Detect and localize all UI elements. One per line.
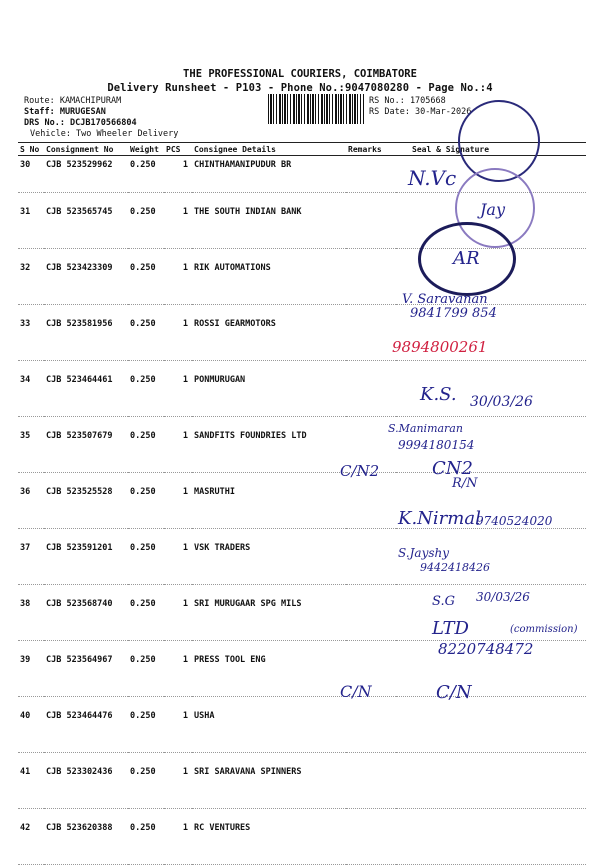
row-consignment: CJB 523581956 [44, 305, 128, 361]
row-weight: 0.250 [128, 529, 164, 585]
row-weight: 0.250 [128, 585, 164, 641]
row-sno: 39 [18, 641, 44, 697]
row-pcs: 1 [164, 809, 192, 865]
row-weight: 0.250 [128, 417, 164, 473]
row-consignee: RC VENTURES [192, 809, 346, 865]
phone-row-34: 9894800261 [392, 338, 488, 356]
row-consignee: SRI SARAVANA SPINNERS [192, 753, 346, 809]
row-pcs: 1 [164, 249, 192, 305]
row-consignee: ROSSI GEARMOTORS [192, 305, 346, 361]
phone-row-38: 9740524020 [476, 514, 553, 528]
row-consignment: CJB 523423309 [44, 249, 128, 305]
signature-row-31: Jay [480, 200, 505, 219]
signature-row-42: C/N [436, 682, 472, 703]
row-consignment: CJB 523525528 [44, 473, 128, 529]
vehicle-label: Vehicle: Two Wheeler Delivery [30, 129, 179, 139]
row-sno: 32 [18, 249, 44, 305]
company-title: THE PROFESSIONAL COURIERS, COIMBATORE [183, 68, 417, 80]
row-pcs: 1 [164, 193, 192, 249]
row-weight: 0.250 [128, 809, 164, 865]
signature-row-41: LTD [432, 618, 469, 639]
signature-row-36: S.Manimaran [388, 422, 463, 435]
row-sno: 30 [18, 156, 44, 193]
row-sno: 35 [18, 417, 44, 473]
staff-label: Staff: MURUGESAN [24, 107, 106, 117]
row-pcs: 1 [164, 585, 192, 641]
col-consignee: Consignee Details [192, 143, 346, 156]
row-consignee: CHINTHAMANIPUDUR BR [192, 156, 346, 193]
row-sno: 31 [18, 193, 44, 249]
row-consignment: CJB 523529962 [44, 156, 128, 193]
signature2-row-37: R/N [452, 476, 478, 491]
row-consignment: CJB 523464476 [44, 697, 128, 753]
row-consignee: PONMURUGAN [192, 361, 346, 417]
signature-row-33: V. Saravanan [402, 292, 488, 307]
row-pcs: 1 [164, 417, 192, 473]
remark-row-37: C/N2 [340, 462, 380, 480]
phone-row-36: 9994180154 [398, 438, 475, 452]
row-consignment: CJB 523565745 [44, 193, 128, 249]
col-sno: S No [18, 143, 44, 156]
row-consignee: SANDFITS FOUNDRIES LTD [192, 417, 346, 473]
row-consignment: CJB 523564967 [44, 641, 128, 697]
rs-date: RS Date: 30-Mar-2026 [369, 107, 472, 117]
row-consignee: THE SOUTH INDIAN BANK [192, 193, 346, 249]
barcode [268, 94, 364, 124]
row-pcs: 1 [164, 529, 192, 585]
signature-row-39: S.Jayshy [398, 546, 450, 560]
row-weight: 0.250 [128, 697, 164, 753]
row-pcs: 1 [164, 361, 192, 417]
table-row [18, 753, 586, 809]
table-row [18, 417, 586, 473]
signature-row-35: K.S. [420, 384, 457, 405]
row-sno: 41 [18, 753, 44, 809]
row-consignee: RIK AUTOMATIONS [192, 249, 346, 305]
row-weight: 0.250 [128, 305, 164, 361]
signature-row-30: N.Vc [408, 166, 457, 190]
row-consignee: USHA [192, 697, 346, 753]
row-weight: 0.250 [128, 753, 164, 809]
row-consignee: VSK TRADERS [192, 529, 346, 585]
row-pcs: 1 [164, 305, 192, 361]
row-consignee: MASRUTHI [192, 473, 346, 529]
table-row [18, 809, 586, 865]
row-consignee: PRESS TOOL ENG [192, 641, 346, 697]
signature-row-37: CN2 [432, 458, 473, 479]
row-weight: 0.250 [128, 156, 164, 193]
row-weight: 0.250 [128, 641, 164, 697]
route-label: Route: KAMACHIPURAM [24, 96, 122, 106]
signature-row-32: AR [453, 248, 480, 269]
table-row [18, 305, 586, 361]
col-remarks: Remarks [346, 143, 396, 156]
phone-row-39: 9442418426 [420, 561, 490, 574]
note-row-41: (commission) [510, 624, 578, 635]
runsheet-title: Delivery Runsheet - P103 - Phone No.:9047080280 - Page No.:4 [107, 82, 493, 94]
row-consignment: CJB 523568740 [44, 585, 128, 641]
row-consignment: CJB 523507679 [44, 417, 128, 473]
col-pcs: PCS [164, 143, 192, 156]
col-consignment: Consignment No [44, 143, 128, 156]
date-row-35: 30/03/26 [470, 394, 533, 410]
row-sno: 36 [18, 473, 44, 529]
row-pcs: 1 [164, 156, 192, 193]
row-weight: 0.250 [128, 193, 164, 249]
row-consignee: SRI MURUGAAR SPG MILS [192, 585, 346, 641]
signature-row-40: S.G [432, 594, 455, 609]
row-sno: 37 [18, 529, 44, 585]
row-pcs: 1 [164, 697, 192, 753]
col-signature: Seal & Signature [396, 143, 586, 156]
row-consignment: CJB 523620388 [44, 809, 128, 865]
rs-number: RS No.: 1705668 [369, 96, 446, 106]
row-consignment: CJB 523464461 [44, 361, 128, 417]
row-pcs: 1 [164, 473, 192, 529]
row-weight: 0.250 [128, 473, 164, 529]
row-sno: 38 [18, 585, 44, 641]
date-row-41: 30/03/26 [476, 590, 530, 604]
row-weight: 0.250 [128, 361, 164, 417]
row-pcs: 1 [164, 753, 192, 809]
row-pcs: 1 [164, 641, 192, 697]
remark-row-42: C/N [340, 682, 372, 701]
row-sno: 33 [18, 305, 44, 361]
table-row [18, 697, 586, 753]
col-weight: Weight [128, 143, 164, 156]
row-weight: 0.250 [128, 249, 164, 305]
row-sno: 40 [18, 697, 44, 753]
row-consignment: CJB 523591201 [44, 529, 128, 585]
phone-row-41: 8220748472 [438, 640, 534, 658]
signature-row-38: K.Nirmal [398, 508, 481, 529]
row-sno: 42 [18, 809, 44, 865]
row-sno: 34 [18, 361, 44, 417]
drs-label: DRS No.: DCJB170566804 [24, 118, 137, 128]
table-row [18, 529, 586, 585]
row-consignment: CJB 523302436 [44, 753, 128, 809]
phone-row-33: 9841799 854 [410, 306, 497, 321]
